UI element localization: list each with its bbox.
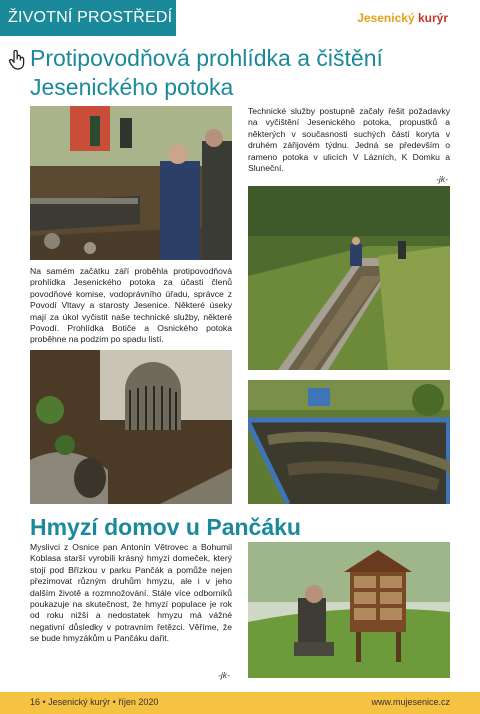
article2-signature: -jk- — [218, 670, 230, 680]
article-text-left: Na samém začátku září proběhla protipovodňová prohlídka Jesenického potoka za účasti členů povodňové komise, vodoprávního úřadu, správce z Povodí Vltavy a starosty Jesenice. Některé úseky mají za úkol vyčistit naše technické služby, některé Povodí. Prohlídka Botiče a Osnického potoka proběhne na podzim po spadu listí. — [30, 266, 232, 345]
pointing-hand-icon — [8, 50, 26, 70]
photo-creek-channel — [248, 186, 450, 370]
article2-title: Hmyzí domov u Pančáku — [30, 514, 301, 540]
brand-logo — [357, 11, 448, 25]
brand-part2: kurýr — [417, 11, 448, 25]
section-tab — [0, 0, 176, 36]
photo-inspection-group — [30, 106, 232, 260]
signature-right: -jk- — [436, 174, 448, 184]
brand-part1: Jesenický — [357, 11, 415, 25]
footer-website: www.mujesenice.cz — [371, 697, 450, 707]
photo-trailer-debris — [248, 380, 450, 504]
article-text-right: Technické služby postupně začaly řešit požadavky na vyčištění Jesenického potoka, propustků a některých v současnosti suchých částí koryta v druhém zářijovém týdnu. Jedná se především o rameno potoka v ulicích V Lázních, K Domku a Sluneční. — [248, 106, 450, 174]
photo-culvert-grate — [30, 350, 232, 504]
section-label: ŽIVOTNÍ PROSTŘEDÍ — [8, 9, 173, 26]
page-footer — [0, 692, 480, 714]
article2-text: Myslivci z Osnice pan Antonín Větrovec a Bohumil Koblasa starší vyrobili krásný hmyzí domeček, který stojí pod Břízkou v parku Pančák a pomůže nejen přezimovat různým druhům hmyzu, ale i v jeho dalším životě a rozmnožování. Stále více odborníků poukazuje na skutečnost, že hmyzí populace je rok od roku nižší a nedostatek hmyzu má vážné negativní důsledky v potravním řetězci. Věříme, že se bude hmyzákům u Pančáku dařit. — [30, 542, 232, 644]
photo-insect-hotel — [248, 542, 450, 678]
footer-issue-info: 16 • Jesenický kurýr • říjen 2020 — [30, 697, 159, 707]
article-title: Protipovodňová prohlídka a čištění Jesenického potoka — [30, 45, 383, 100]
